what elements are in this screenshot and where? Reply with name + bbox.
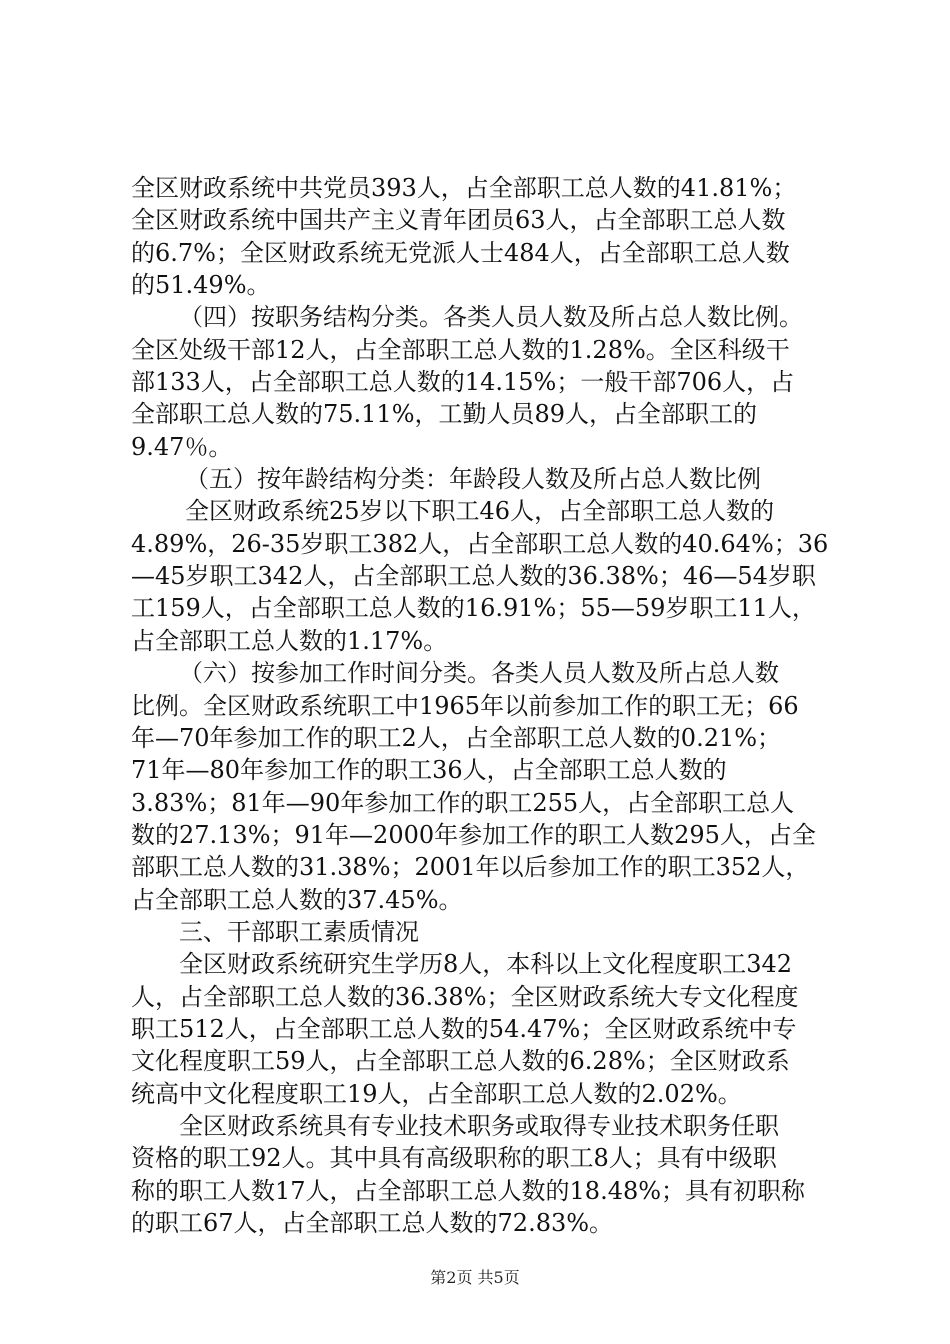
- text-line: 文化程度职工59人，占全部职工总人数的6.28%；全区财政系: [131, 1047, 790, 1076]
- text-line: 全区处级干部12人，占全部职工总人数的1.28%。全区科级干: [131, 335, 790, 364]
- text-line: 职工512人，占全部职工总人数的54.47%；全区财政系统中专: [131, 1014, 797, 1043]
- text-line: 称的职工人数17人，占全部职工总人数的18.48%；具有初职称: [131, 1176, 806, 1205]
- text-line: 的职工67人，占全部职工总人数的72.83%。: [131, 1209, 614, 1237]
- section-heading-5: （五）按年龄结构分类：年龄段人数及所占总人数比例: [185, 465, 761, 494]
- text-line: 统高中文化程度职工19人，占全部职工总人数的2.02%。: [131, 1079, 742, 1108]
- text-line: 全区财政系统中共党员393人，占全部职工总人数的41.81%；: [131, 174, 797, 202]
- text-line: 的51.49%。: [131, 271, 271, 300]
- text-line: 年—70年参加工作的职工2人，占全部职工总人数的0.21%；: [131, 723, 782, 752]
- text-line: 9.47％。: [131, 432, 233, 461]
- text-line: 占全部职工总人数的37.45%。: [131, 885, 463, 914]
- text-line: 全区财政系统具有专业技术职务或取得专业技术职务任职: [179, 1111, 779, 1140]
- text-line: 的6.7%；全区财政系统无党派人士484人，占全部职工总人数: [131, 238, 790, 267]
- text-line: —45岁职工342人，占全部职工总人数的36.38%；46—54岁职: [131, 562, 816, 591]
- text-line: 人，占全部职工总人数的36.38%；全区财政系统大专文化程度: [131, 982, 799, 1011]
- text-line: 4.89%，26-35岁职工382人，占全部职工总人数的40.64%；36: [131, 529, 829, 558]
- text-line: 工159人，占全部职工总人数的16.91%；55—59岁职工11人，: [131, 594, 816, 623]
- text-line: 全区财政系统25岁以下职工46人，占全部职工总人数的: [185, 497, 775, 526]
- text-line: 全区财政系统研究生学历8人，本科以上文化程度职工342: [179, 950, 793, 979]
- text-line: 数的27.13%；91年—2000年参加工作的职工人数295人，占全: [131, 820, 816, 849]
- section-heading-6: （六）按参加工作时间分类。各类人员人数及所占总人数: [179, 659, 779, 688]
- document-body: [131, 172, 837, 1239]
- page-number-footer: 第2页 共5页: [430, 1268, 520, 1287]
- text-line: 全部职工总人数的75.11%，工勤人员89人，占全部职工的: [131, 400, 758, 429]
- text-line: 全区财政系统中国共产主义青年团员63人，占全部职工总人数: [131, 206, 786, 235]
- text-line: 比例。全区财政系统职工中1965年以前参加工作的职工无；66: [131, 691, 799, 720]
- section-heading-3: 三、干部职工素质情况: [179, 917, 419, 946]
- text-line: 资格的职工92人。其中具有高级职称的职工8人；具有中级职: [131, 1144, 777, 1173]
- section-heading-4: （四）按职务结构分类。各类人员人数及所占总人数比例。: [179, 303, 803, 332]
- text-line: 占全部职工总人数的1.17%。: [131, 626, 448, 655]
- text-line: 71年—80年参加工作的职工36人，占全部职工总人数的: [131, 756, 727, 785]
- text-line: 部职工总人数的31.38%；2001年以后参加工作的职工352人，: [131, 853, 810, 882]
- text-line: 部133人，占全部职工总人数的14.15%；一般干部706人，占: [131, 368, 795, 397]
- text-line: 3.83%；81年—90年参加工作的职工255人，占全部职工总人: [131, 788, 795, 817]
